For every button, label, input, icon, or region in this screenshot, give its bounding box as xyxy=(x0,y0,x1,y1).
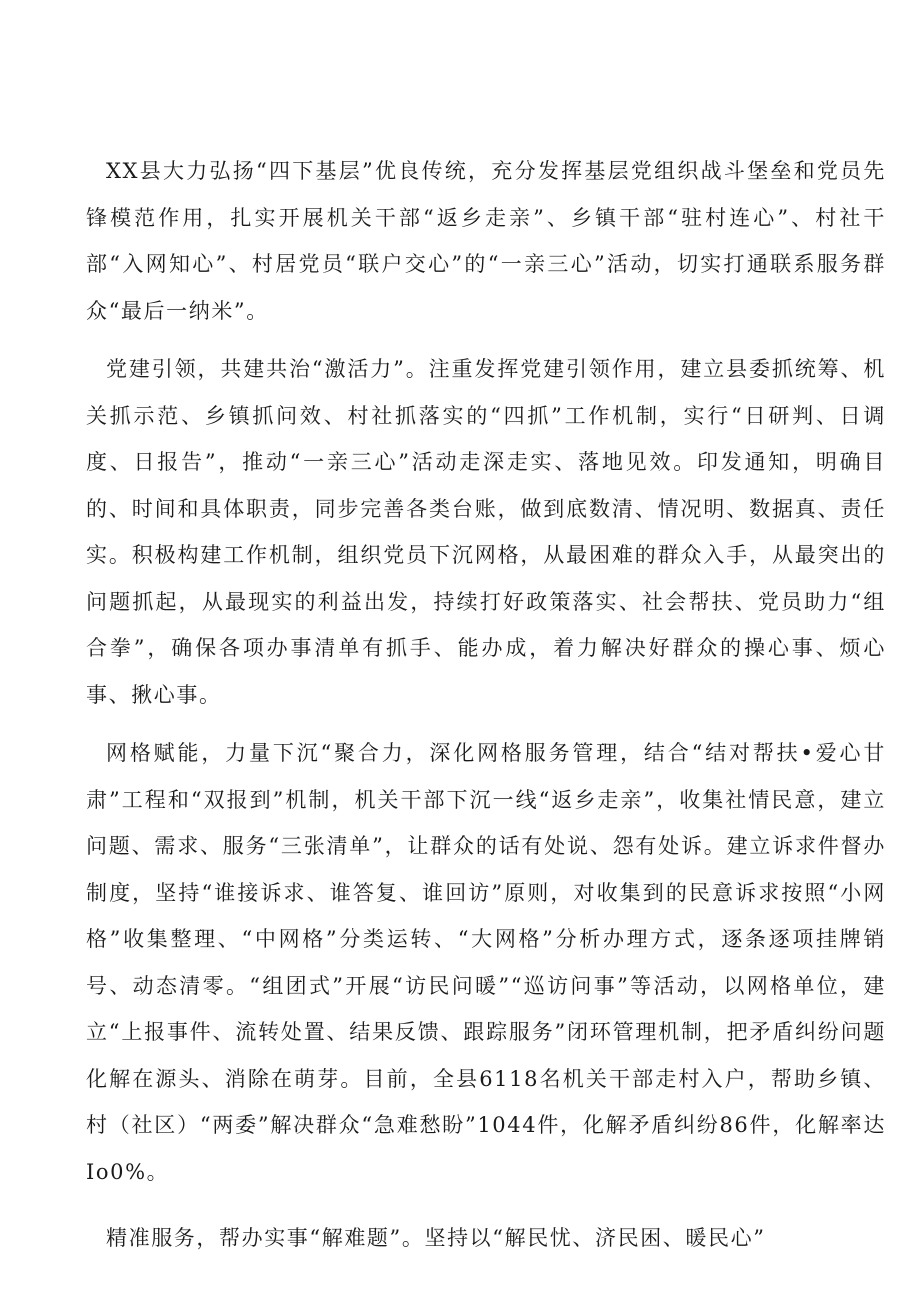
document-body xyxy=(86,148,886,1274)
paragraph-intro: XX县大力弘扬“四下基层”优良传统，充分发挥基层党组织战斗堡垒和党员先锋模范作用，扎实开展机关干部“返乡走亲”、乡镇干部“驻村连心”、村社干部“入网知心”、村居党员“联户交心”的“一亲三心”活动，切实打通联系服务群众“最后一纳米”。 xyxy=(86,159,886,323)
paragraph-party-building: 党建引领，共建共治“激活力”。注重发挥党建引领作用，建立县委抓统筹、机关抓示范、乡镇抓问效、村社抓落实的“四抓”工作机制，实行“日研判、日调度、日报告”，推动“一亲三心”活动走深走实、落地见效。印发通知，明确目的、时间和具体职责，同步完善各类台账，做到底数清、情况明、数据真、责任实。积极构建工作机制，组织党员下沉网格，从最困难的群众入手，从最突出的问题抓起，从最现实的利益出发，持续打好政策落实、社会帮扶、党员助力“组合拳”，确保各项办事清单有抓手、能办成，着力解决好群众的操心事、烦心事、揪心事。 xyxy=(86,357,886,707)
paragraph-grid-empowerment: 网格赋能，力量下沉“聚合力，深化网格服务管理，结合“结对帮扶•爱心甘肃”工程和“双报到”机制，机关干部下沉一线“返乡走亲”，收集社情民意，建立问题、需求、服务“三张清单”，让群众的话有处说、怨有处诉。建立诉求件督办制度，坚持“谁接诉求、谁答复、谁回访”原则，对收集到的民意诉求按照“小网格”收集整理、“中网格”分类运转、“大网格”分析办理方式，逐条逐项挂牌销号、动态清零。“组团式”开展“访民问暖”“巡访问事”等活动，以网格单位，建立“上报事件、流转处置、结果反馈、跟踪服务”闭环管理机制，把矛盾纠纷问题化解在源头、消除在萌芽。目前，全县6118名机关干部走村入户，帮助乡镇、村（社区）“两委”解决群众“急难愁盼”1044件，化解矛盾纠纷86件，化解率达Io0%。 xyxy=(86,741,886,1184)
paragraph-precise-service: 精准服务，帮办实事“解难题”。坚持以“解民忧、济民困、暖民心” xyxy=(106,1226,766,1250)
